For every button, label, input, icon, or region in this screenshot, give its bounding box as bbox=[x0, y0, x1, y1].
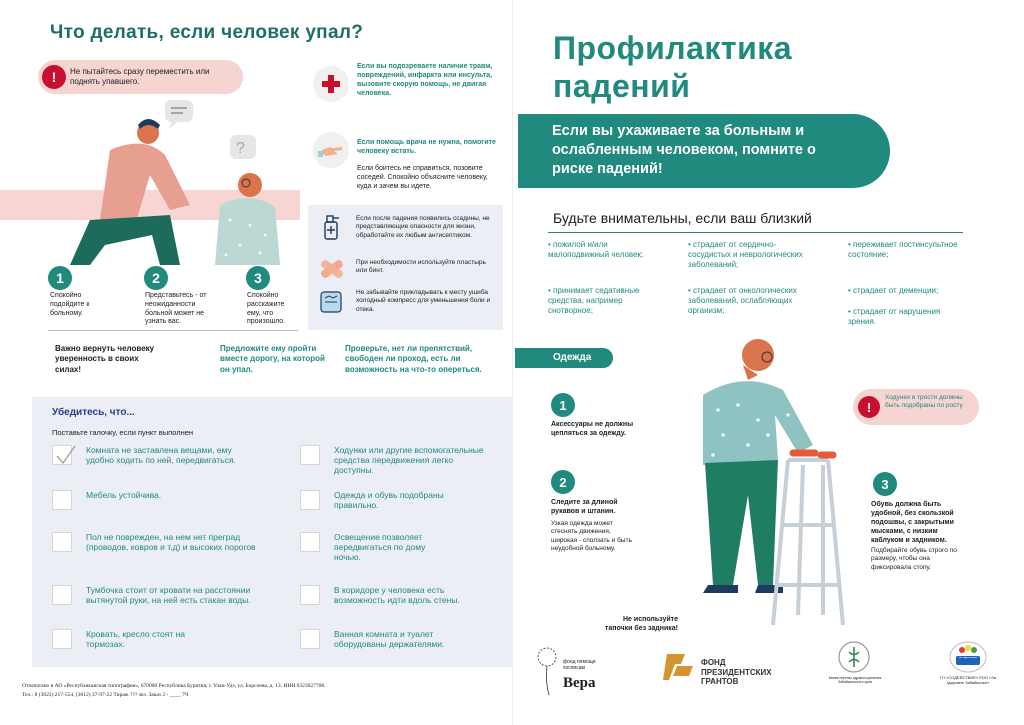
checkbox[interactable] bbox=[52, 490, 72, 510]
risk-3: • переживает постинсультное состояние; bbox=[848, 240, 958, 259]
check-item-label: Тумбочка стоит от кровати на расстоянии вытянутой руки, на ней есть стакан воды. bbox=[86, 585, 251, 606]
check-item-l4[interactable] bbox=[52, 585, 266, 605]
risk-2: • страдает от сердечно-сосудистых и неврологических заболеваний; bbox=[688, 240, 803, 269]
risk-text: страдает от сердечно-сосудистых и неврологических заболеваний; bbox=[688, 240, 803, 269]
risk-text: переживает постинсультное состояние; bbox=[848, 240, 958, 259]
attention-rule bbox=[548, 232, 963, 233]
first-aid-plaster: При необходимости используйте пластырь или бинт. bbox=[356, 259, 486, 275]
risk-5: • страдает от онкологических заболеваний, ослабляющих организм; bbox=[688, 286, 797, 315]
risk-7: • страдает от нарушения зрения. bbox=[848, 307, 941, 326]
checkbox[interactable] bbox=[300, 532, 320, 552]
checklist-panel bbox=[32, 397, 512, 667]
first-aid-antiseptic: Если после падения появились ссадины, не представляющие опасности для жизни, обработайте их любым антисептиком. bbox=[356, 215, 490, 239]
checkbox[interactable] bbox=[52, 585, 72, 605]
steps-bold-3: Проверьте, нет ли препятствий, свободен ли проход, есть ли возможность на что-то опереться. bbox=[345, 344, 482, 374]
fpg-logo bbox=[663, 650, 793, 690]
checkbox[interactable] bbox=[52, 532, 72, 552]
slippers-warning: Не используйте тапочки без задника! bbox=[604, 616, 678, 633]
first-aid-box bbox=[308, 205, 503, 330]
check-item-label: Ванная комната и туалет оборудованы держателями. bbox=[334, 629, 445, 650]
check-item-r4[interactable] bbox=[300, 585, 464, 605]
check-item-l1[interactable] bbox=[52, 445, 246, 465]
hand-icon bbox=[313, 132, 349, 168]
risk-text: пожилой и/или малоподвижный человек; bbox=[548, 240, 644, 259]
check-item-l5[interactable] bbox=[52, 629, 206, 649]
vera-small: фонд помощи хосписам bbox=[563, 659, 596, 671]
check-item-l2[interactable] bbox=[52, 490, 166, 510]
checkbox[interactable] bbox=[300, 490, 320, 510]
warning-text: Не пытайтесь сразу переместить или поднять упавшего. bbox=[70, 67, 210, 86]
checklist-subtitle: Поставьте галочку, если пункт выполнен bbox=[52, 428, 194, 437]
risk-text: принимает седативные средства, например снотворное; bbox=[548, 286, 640, 315]
clothing-title: Одежда bbox=[553, 352, 592, 363]
help-column bbox=[305, 52, 505, 202]
clothing-step-3-badge: 3 bbox=[873, 472, 897, 496]
check-item-label: Ходунки или другие вспомогательные средства передвижения легко доступны. bbox=[334, 445, 484, 476]
right-page bbox=[513, 0, 1024, 725]
caregiver-illustration bbox=[50, 95, 300, 270]
check-item-label: Кровать, кресло стоят на тормозах. bbox=[86, 629, 186, 650]
vera-logo bbox=[535, 645, 635, 695]
clothing-c2-text: Узкая одежда может стеснять движения, широкая - сползать и быть неудобной больному. bbox=[551, 520, 632, 553]
clothing-c1: Аксессуары не должны цепляться за одежду. bbox=[551, 421, 634, 438]
warning-pill bbox=[38, 60, 243, 94]
step-1-badge: 1 bbox=[48, 266, 72, 290]
help-no-doctor-text: Если помощь врача не нужна, помогите человеку встать. bbox=[357, 139, 496, 156]
step-2-text: Представьтесь - от неожиданности больной может не узнать вас. bbox=[145, 292, 207, 326]
check-item-l3[interactable] bbox=[52, 532, 266, 552]
steps-divider bbox=[48, 330, 298, 331]
ministry-logo bbox=[825, 640, 885, 700]
checkbox[interactable] bbox=[300, 629, 320, 649]
walker-illustration bbox=[663, 335, 863, 635]
banner-text: Если вы ухаживаете за больным и ослабленным человеком, помните о риске падений! bbox=[552, 123, 816, 177]
warning-icon: ! bbox=[858, 396, 880, 418]
vera-name: Вера bbox=[563, 675, 596, 691]
ministry-emblem-icon bbox=[837, 640, 871, 674]
svg-text:?: ? bbox=[236, 140, 245, 157]
check-item-label: Пол не поврежден, на нем нет преград (проводов, ковров и т.д) и высоких порогов bbox=[86, 532, 256, 553]
step-2-badge: 2 bbox=[144, 266, 168, 290]
warning-icon: ! bbox=[42, 65, 66, 89]
clothing-c2-title: Следите за длиной рукавов и штанин. bbox=[551, 499, 618, 516]
fpg-name: ФОНД ПРЕЗИДЕНТСКИХ ГРАНТОВ bbox=[701, 658, 772, 687]
check-item-r3[interactable] bbox=[300, 532, 454, 563]
right-title-line2: падений bbox=[553, 68, 691, 104]
clothing-step-1-badge: 1 bbox=[551, 393, 575, 417]
footer-line-2: Тел.: 8 (3022) 217-554, (3012) 37-97-22 Тираж ??? экз. Заказ 2 - ____ 7Ч bbox=[22, 692, 189, 698]
check-item-r5[interactable] bbox=[300, 629, 464, 649]
step-3-text: Спокойно расскажите ему, что произошло. bbox=[247, 292, 286, 326]
medical-cross-icon bbox=[313, 66, 349, 102]
risk-text: страдает от деменции; bbox=[853, 286, 939, 295]
first-aid-cold: Не забывайте прикладывать к месту ушиба холодный компресс для уменьшения боли и отека. bbox=[356, 289, 491, 313]
risk-1: • пожилой и/или малоподвижный человек; bbox=[548, 240, 644, 259]
clothing-c3-title: Обувь должна быть удобной, без скользкой подошвы, с закрытыми мысками, с низким каблуком и задником. bbox=[871, 501, 954, 545]
left-title: Что делать, если человек упал? bbox=[50, 22, 364, 43]
steps-bold-2: Предложите ему пройти вместе дорогу, на которой он упал. bbox=[220, 344, 325, 374]
roo-badge: ЗА ЗДОРОВОЕ bbox=[958, 657, 978, 659]
help-neighbors-text: Если боитесь не справиться, позовите соседей. Спокойно объясните человеку, куда и зачем вы идете. bbox=[357, 165, 488, 191]
clothing-step-2-badge: 2 bbox=[551, 470, 575, 494]
checkbox-checked[interactable] bbox=[52, 445, 72, 465]
risk-6: • страдает от деменции; bbox=[848, 286, 939, 295]
check-item-label: В коридоре у человека есть возможность идти вдоль стены. bbox=[334, 585, 460, 606]
walker-warning-text: Ходунки и трости должны быть подобраны по росту bbox=[885, 394, 963, 410]
checkbox[interactable] bbox=[300, 445, 320, 465]
plaster-icon bbox=[318, 257, 346, 286]
check-item-label: Комната не заставлена вещами, ему удобно ходить по ней, передвигаться. bbox=[86, 445, 236, 466]
banner bbox=[518, 114, 890, 188]
check-item-label: Освещение позволяет передвигаться по дому ночью. bbox=[334, 532, 426, 563]
steps-bold-1: Важно вернуть человеку уверенность в своих силах! bbox=[55, 344, 155, 374]
risk-text: страдает от нарушения зрения. bbox=[848, 307, 941, 326]
ministry-name: Министерство здравоохранения Забайкальского края bbox=[828, 676, 882, 685]
checkbox[interactable] bbox=[300, 585, 320, 605]
clothing-c3-text: Подбирайте обувь строго по размеру, чтобы она фиксировала стопу. bbox=[871, 547, 957, 571]
step-3-badge: 3 bbox=[246, 266, 270, 290]
risk-4: • принимает седативные средства, например снотворное; bbox=[548, 286, 640, 315]
check-item-label: Мебель устойчива. bbox=[86, 490, 162, 500]
right-title-line1: Профилактика bbox=[553, 30, 793, 66]
fpg-mark-icon bbox=[663, 650, 697, 684]
cold-compress-icon bbox=[318, 289, 344, 320]
walker-warning-pill bbox=[853, 389, 979, 425]
check-item-label: Одежда и обувь подобраны правильно. bbox=[334, 490, 444, 511]
step-1-text: Спокойно подойдите к больному. bbox=[50, 292, 90, 317]
dandelion-icon bbox=[535, 645, 559, 695]
attention-heading: Будьте внимательны, если ваш близкий bbox=[553, 210, 812, 226]
checkbox[interactable] bbox=[52, 629, 72, 649]
antiseptic-icon bbox=[318, 213, 344, 246]
risk-text: страдает от онкологических заболеваний, ослабляющих организм; bbox=[688, 286, 797, 315]
check-item-r1[interactable] bbox=[300, 445, 484, 476]
roo-name: ГП «СОДЕЙСТВИЕ» РОО «За здоровое Забайкалье» bbox=[940, 675, 996, 685]
footer-line-1: Отпечатано в АО «Республиканская типография», 670000 Республика Бурятия, г. Улан-Удэ, ул. Борсоева, д. 13. ИНН 0323027708. bbox=[22, 683, 326, 689]
roo-logo bbox=[938, 640, 998, 700]
checklist-title: Убедитесь, что... bbox=[52, 407, 135, 418]
help-ambulance-text: Если вы подозреваете наличие травм, повреждений, инфаркта или инсульта, вызовите скорую помощь, не двигая человека. bbox=[357, 63, 493, 98]
clothing-pill bbox=[515, 348, 613, 368]
check-item-r2[interactable] bbox=[300, 490, 454, 510]
speech-bubble-icon bbox=[165, 100, 193, 122]
